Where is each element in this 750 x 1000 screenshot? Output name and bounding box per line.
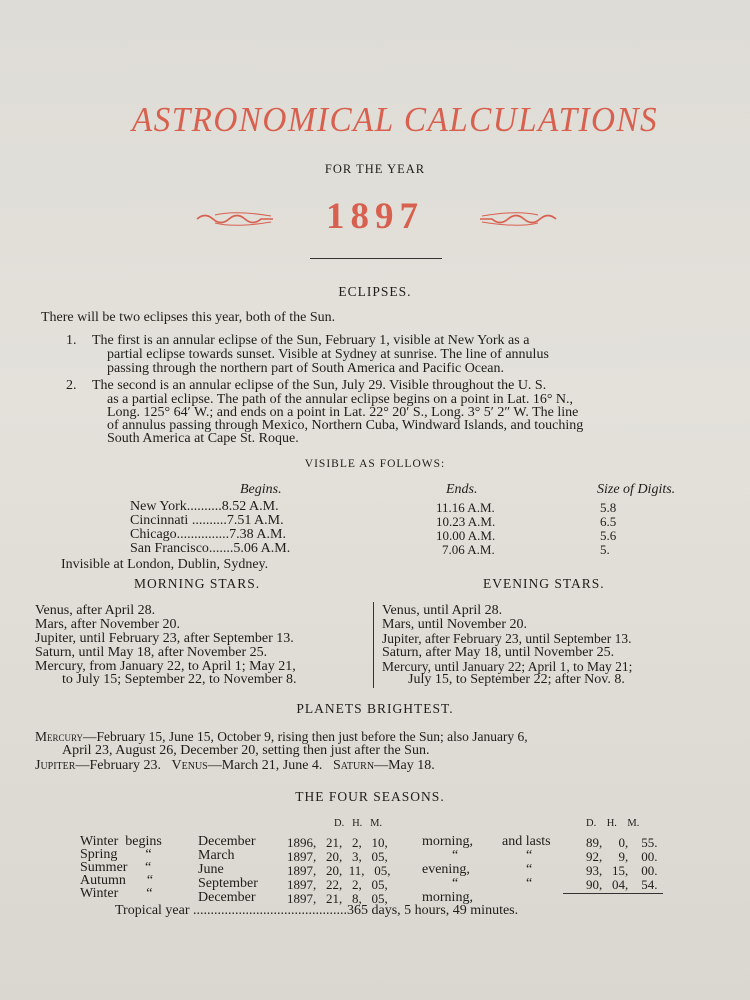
eclipses-heading: ECLIPSES. (338, 284, 412, 299)
morning-star-line: Saturn, until May 18, after November 25. (35, 645, 268, 660)
season-duration: 92, 9, 00. (586, 849, 658, 864)
season-month: December (198, 890, 256, 905)
item2-line: The second is an annular eclipse of the Sun, July 29. Visible throughout the U. S. (92, 378, 547, 393)
season-month: December (198, 834, 256, 849)
title-rule (310, 258, 442, 259)
evening-star-line: Mars, until November 20. (382, 617, 528, 632)
for-the-year-label: FOR THE YEAR (324, 162, 426, 176)
dhm-header-left: D. H. M. (334, 818, 383, 829)
eclipse-row-ends: 11.16 A.M. (436, 500, 495, 515)
jupiter-name: Jupiter (35, 758, 76, 773)
mercury-line-2: April 23, August 26, December 20, setting then just after the Sun. (62, 743, 430, 758)
season-time: 1896, 21, 2, 10, (287, 835, 388, 850)
right-flourish-icon (478, 208, 558, 230)
jupiter-dates: —February 23. (75, 758, 161, 773)
season-name: Summer “ (80, 860, 152, 875)
season-lasts: “ (526, 848, 533, 863)
morning-star-line: Venus, after April 28. (35, 603, 156, 618)
col-ends: Ends. (446, 482, 478, 497)
evening-stars-heading: EVENING STARS. (483, 576, 605, 591)
season-month: March (198, 848, 235, 863)
season-when: morning, (422, 834, 473, 849)
season-time: 1897, 21, 8, 05, (287, 891, 388, 906)
season-when: evening, (422, 862, 470, 877)
season-when: “ (452, 848, 459, 863)
item1-number: 1. (66, 333, 77, 348)
item2-line: Long. 125° 64′ W.; and ends on a point in Lat. 22° 20′ S., Long. 3° 5′ 2″ W. The line (107, 405, 579, 420)
venus-dates: —March 21, June 4. (207, 758, 323, 773)
season-name: Winter “ (80, 886, 153, 901)
season-time: 1897, 20, 3, 05, (287, 849, 388, 864)
item1-line: partial eclipse towards sunset. Visible at Sydney at sunrise. The line of annulus (107, 347, 549, 362)
evening-star-line: Saturn, after May 18, until November 25. (382, 645, 615, 660)
item1-line: The first is an annular eclipse of the Sun, February 1, visible at New York as a (92, 333, 530, 348)
evening-star-line: Venus, until April 28. (382, 603, 503, 618)
season-month: September (198, 876, 258, 891)
season-lasts: “ (526, 862, 533, 877)
visible-heading: VISIBLE AS FOLLOWS: (304, 458, 446, 470)
morning-star-line: Jupiter, until February 23, after September 13. (35, 631, 294, 646)
eclipse-row-size: 5.8 (600, 500, 617, 515)
season-duration: 89, 0, 55. (586, 835, 658, 850)
saturn-dates: —May 18. (374, 758, 435, 773)
seasons-rule (563, 893, 663, 894)
season-time: 1897, 20, 11, 05, (287, 863, 391, 878)
eclipse-row-city: San Francisco.......5.06 A.M. (130, 541, 291, 556)
eclipse-row-ends: 7.06 A.M. (442, 542, 495, 557)
dhm-header-right: D. H. M. (586, 818, 640, 829)
evening-star-line: July 15, to September 22; after Nov. 8. (408, 672, 625, 687)
planets-brightest-heading: PLANETS BRIGHTEST. (296, 701, 454, 716)
eclipse-row-size: 5. (600, 542, 610, 557)
evening-star-line: Jupiter, after February 23, until September 13. (382, 631, 632, 646)
invisible-note: Invisible at London, Dublin, Sydney. (61, 557, 269, 572)
season-name: Autumn “ (80, 873, 154, 888)
eclipse-row-ends: 10.23 A.M. (436, 514, 496, 529)
season-when: morning, (422, 890, 473, 905)
morning-star-line: Mars, after November 20. (35, 617, 181, 632)
season-lasts: and lasts (502, 834, 551, 849)
column-divider (373, 602, 374, 688)
season-duration: 93, 15, 00. (586, 863, 658, 878)
item2-line: of annulus passing through Mexico, Northern Cuba, Windward Islands, and touching (107, 418, 584, 433)
morning-star-line: Mercury, from January 22, to April 1; May 21, (35, 659, 296, 674)
jupiter-venus-saturn-line (35, 758, 435, 774)
eclipses-intro: There will be two eclipses this year, both of the Sun. (41, 310, 336, 325)
col-size: Size of Digits. (597, 482, 676, 497)
col-begins: Begins. (240, 482, 282, 497)
item2-line: South America at Cape St. Roque. (107, 431, 299, 446)
season-time: 1897, 22, 2, 05, (287, 877, 388, 892)
tropical-year: Tropical year ............................................365 days, 5 hours, 49 minutes. (115, 903, 519, 918)
four-seasons-heading: THE FOUR SEASONS. (295, 789, 445, 804)
item2-number: 2. (66, 378, 77, 393)
morning-stars-heading: MORNING STARS. (134, 576, 261, 591)
saturn-name: Saturn (332, 758, 375, 773)
season-duration: 90, 04, 54. (586, 877, 658, 892)
item2-line: as a partial eclipse. The path of the annular eclipse begins on a point in Lat. 16° N., (107, 392, 574, 407)
year-heading: 1897 (326, 196, 424, 237)
eclipse-row-size: 5.6 (600, 528, 617, 543)
eclipse-row-size: 6.5 (600, 514, 617, 529)
season-lasts: “ (526, 876, 533, 891)
eclipse-row-city: New York..........8.52 A.M. (130, 499, 279, 514)
season-when: “ (452, 876, 459, 891)
item1-line: passing through the northern part of South America and Pacific Ocean. (107, 361, 504, 376)
mercury-name: Mercury (35, 729, 84, 744)
morning-star-line: to July 15; September 22, to November 8. (62, 672, 297, 687)
season-name: Winter begins (80, 834, 162, 849)
season-month: June (198, 862, 224, 877)
eclipse-row-ends: 10.00 A.M. (436, 528, 496, 543)
season-name: Spring “ (80, 847, 152, 862)
eclipse-row-city: Chicago...............7.38 A.M. (130, 527, 286, 542)
venus-name: Venus (171, 758, 208, 773)
page-title: ASTRONOMICAL CALCULATIONS (131, 100, 659, 139)
mercury-dates: —February 15, June 15, October 9, rising then just before the Sun; also January 6, (83, 729, 528, 744)
evening-star-line: Mercury, until January 22; April 1, to May 21; (382, 659, 633, 674)
eclipse-row-city: Cincinnati ..........7.51 A.M. (130, 513, 284, 528)
